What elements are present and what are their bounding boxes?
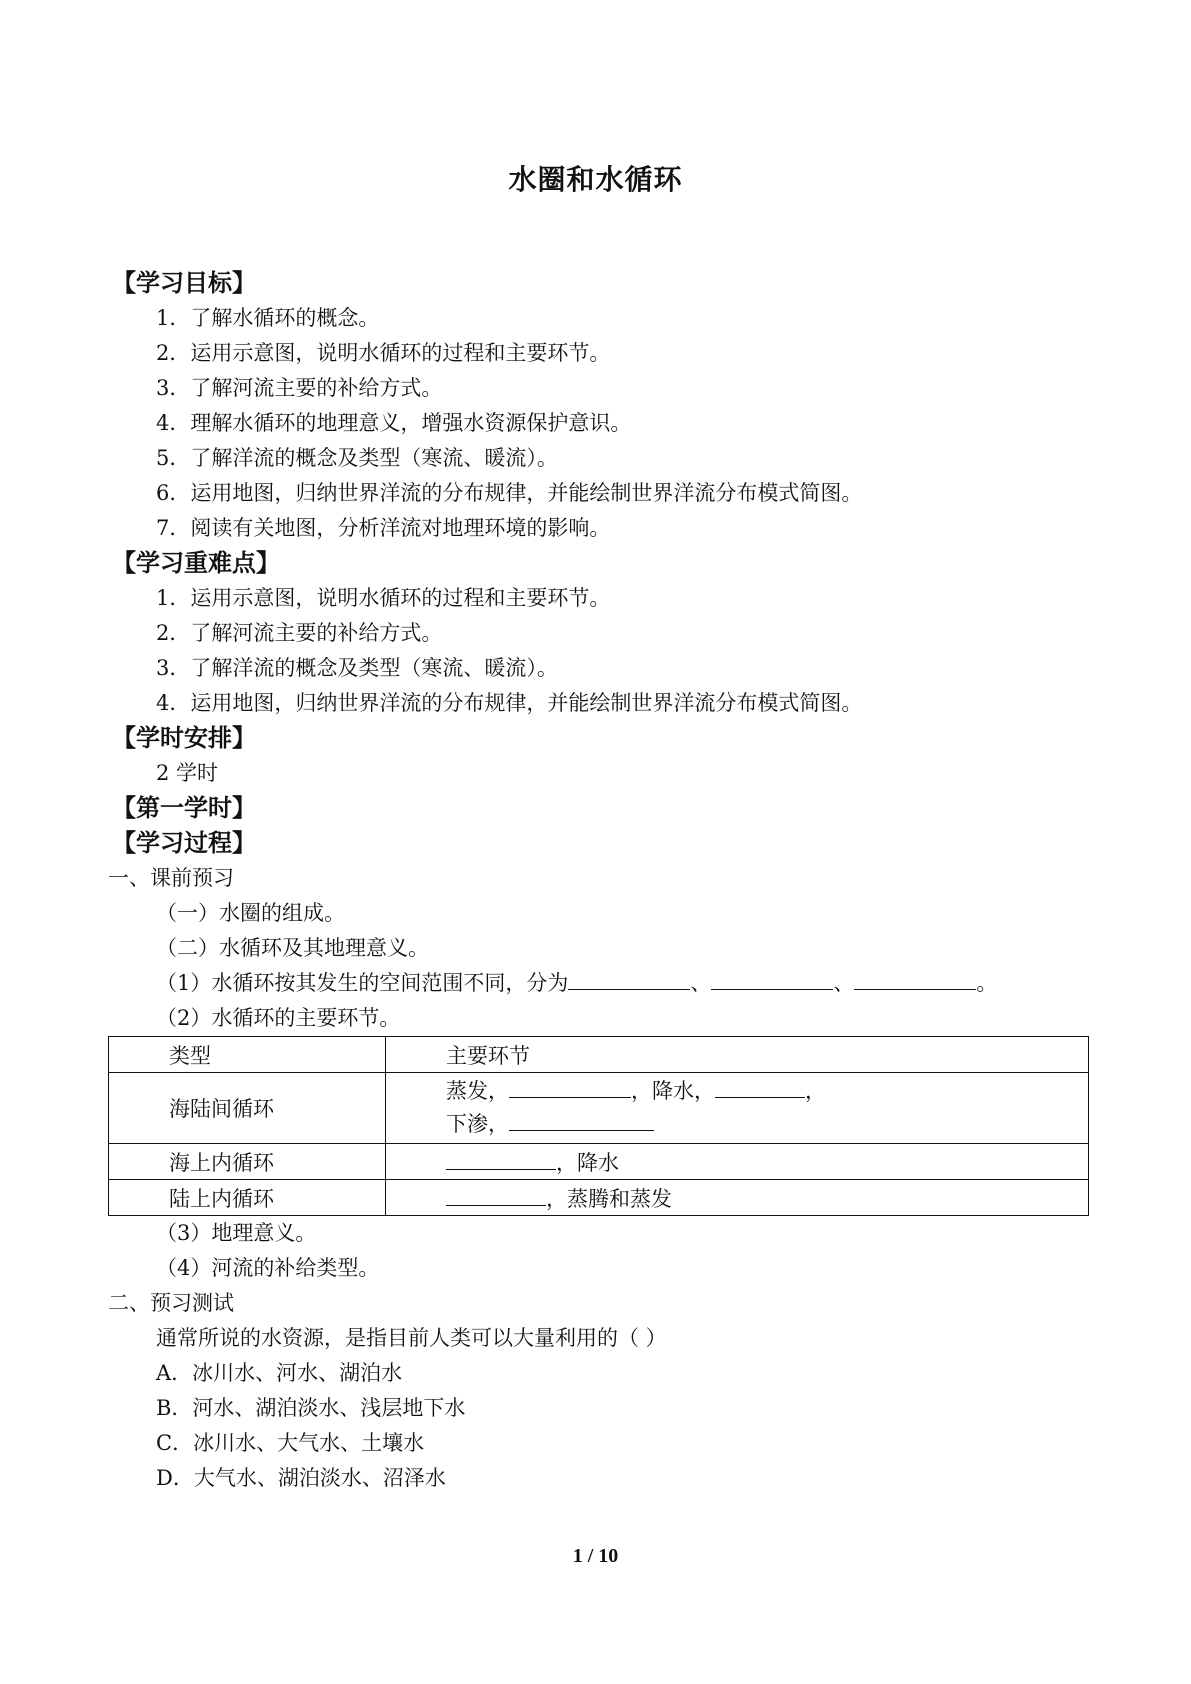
cell-text: ，降水， (631, 1079, 715, 1103)
row-type: 海上内循环 (109, 1144, 386, 1180)
question-3: （3）地理意义。 (156, 1221, 317, 1245)
answer-blank[interactable] (446, 1183, 546, 1206)
process-heading: 【学习过程】 (112, 829, 256, 857)
row-links (386, 1144, 1089, 1180)
answer-blank[interactable] (854, 967, 976, 990)
goal-item: 7．阅读有关地图，分析洋流对地理环境的影响。 (156, 516, 611, 540)
question-2: （2）水循环的主要环节。 (156, 1006, 401, 1030)
row-links (386, 1180, 1089, 1216)
question-1 (108, 966, 1088, 1001)
answer-blank[interactable] (446, 1147, 556, 1170)
answer-blank[interactable] (715, 1075, 805, 1098)
option-c[interactable]: C．冰川水、大气水、土壤水 (156, 1431, 425, 1455)
goal-item: 1．了解水循环的概念。 (156, 306, 380, 330)
table-header-type: 类型 (109, 1037, 386, 1073)
cell-text: ， (805, 1079, 826, 1103)
goal-item: 2．运用示意图，说明水循环的过程和主要环节。 (156, 341, 611, 365)
first-period-heading: 【第一学时】 (112, 794, 256, 822)
goal-item: 6．运用地图，归纳世界洋流的分布规律，并能绘制世界洋流分布模式简图。 (156, 481, 863, 505)
sentence-end: 。 (976, 971, 998, 995)
goal-item: 4．理解水循环的地理意义，增强水资源保护意识。 (156, 411, 632, 435)
table-row (109, 1144, 1089, 1180)
separator: 、 (833, 971, 855, 995)
key-point-item: 4．运用地图，归纳世界洋流的分布规律，并能绘制世界洋流分布模式简图。 (156, 691, 863, 715)
row-links (386, 1073, 1089, 1144)
goal-item: 5．了解洋流的概念及类型（寒流、暖流）。 (156, 446, 558, 470)
goals-heading: 【学习目标】 (112, 269, 256, 297)
cell-text: ，蒸腾和蒸发 (546, 1186, 672, 1211)
cell-text: 蒸发， (446, 1079, 509, 1103)
schedule-heading: 【学时安排】 (112, 724, 256, 752)
table-row (109, 1180, 1089, 1216)
answer-blank[interactable] (711, 967, 833, 990)
question-1-prefix: （1）水循环按其发生的空间范围不同，分为 (156, 971, 569, 995)
table-row (109, 1073, 1089, 1144)
test-question: 通常所说的水资源，是指目前人类可以大量利用的（ ） (156, 1326, 667, 1350)
part1-title: 一、课前预习 (108, 866, 234, 890)
question-4: （4）河流的补给类型。 (156, 1256, 380, 1280)
option-a[interactable]: A．冰川水、河水、湖泊水 (156, 1361, 403, 1385)
table-header-links: 主要环节 (386, 1037, 1089, 1073)
key-points-heading: 【学习重难点】 (112, 549, 280, 577)
answer-blank[interactable] (509, 1075, 631, 1098)
key-point-item: 1．运用示意图，说明水循环的过程和主要环节。 (156, 586, 611, 610)
water-cycle-table (108, 1036, 1089, 1216)
cell-text: 下渗， (446, 1112, 509, 1136)
key-point-item: 2．了解河流主要的补给方式。 (156, 621, 443, 645)
row-type: 海陆间循环 (109, 1073, 386, 1144)
answer-blank[interactable] (568, 967, 690, 990)
answer-blank[interactable] (509, 1108, 654, 1131)
separator: 、 (690, 971, 712, 995)
schedule-text: 2 学时 (156, 761, 219, 785)
page-number: 1 / 10 (572, 1545, 619, 1567)
table-header-row (109, 1037, 1089, 1073)
row-type: 陆上内循环 (109, 1180, 386, 1216)
option-d[interactable]: D．大气水、湖泊淡水、沼泽水 (156, 1466, 446, 1490)
part1-sub1: （一）水圈的组成。 (156, 901, 345, 925)
document-body (108, 266, 1088, 1496)
key-point-item: 3．了解洋流的概念及类型（寒流、暖流）。 (156, 656, 558, 680)
cell-text: ，降水 (556, 1150, 619, 1175)
goal-item: 3．了解河流主要的补给方式。 (156, 376, 443, 400)
part2-title: 二、预习测试 (108, 1291, 234, 1315)
option-b[interactable]: B．河水、湖泊淡水、浅层地下水 (156, 1396, 466, 1420)
part1-sub2: （二）水循环及其地理意义。 (156, 936, 429, 960)
page-title: 水圈和水循环 (508, 163, 683, 196)
